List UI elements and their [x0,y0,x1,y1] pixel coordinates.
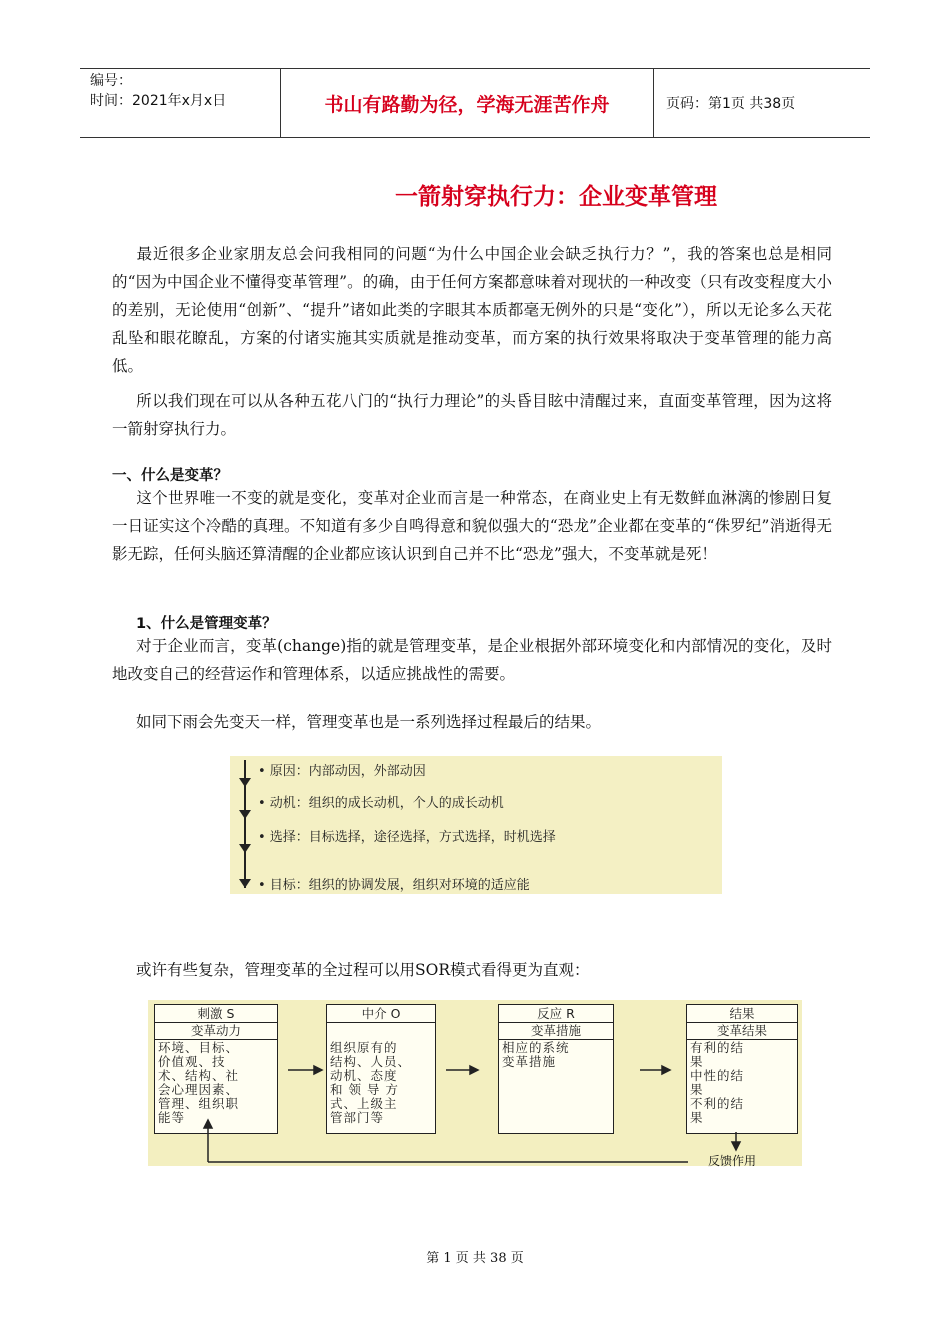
box-sub: 变革动力 [155,1023,277,1040]
up-arrow-head [204,1120,212,1128]
box-sub: 变革措施 [499,1023,613,1040]
box-body: 组织原有的 结构、人员、 动机、态度 和 领 导 方 式、上级主 管部门等 [330,1040,412,1125]
box-body: 有利的结 果 中性的结 果 不利的结 果 [690,1040,745,1125]
sor-model-figure [148,1000,802,1166]
process-row-choice: • 选择：目标选择，途径选择，方式选择，时机选择 [258,830,556,845]
header-motto: 书山有路勤为径，学海无涯苦作舟 [280,69,654,137]
down-arrow-icon [239,879,251,888]
box-head: 结果 [687,1005,797,1023]
process-row-motive: • 动机：组织的成长动机，个人的成长动机 [258,796,504,811]
down-arrow-head [732,1142,740,1150]
section-heading-2: 1、什么是管理变革？ [136,616,277,632]
down-arrow-icon [239,778,251,787]
header-table [80,68,870,138]
right-arrow-head [662,1066,670,1074]
paragraph-5: 如同下雨会先变天一样，管理变革也是一系列选择过程最后的结果。 [136,713,602,731]
paragraph-1: 最近很多企业家朋友总会问我相同的问题“为什么中国企业会缺乏执行力？”，我的答案也总是相同的“因为中国企业不懂得变革管理”。的确，由于任何方案都意味着对现状的一种改变（只有改变程度大小的差别，无论使用“创新”、“提升”诸如此类的字眼其本质都毫无例外的只是“变化”），所以无论多么天花乱坠和眼花瞭乱，方案的付诸实施其实质就是推动变革，而方案的执行效果将取决于变革管理的能力高低。 [112,245,832,375]
header-page-info: 页码：第1页 共38页 [666,96,796,112]
right-arrow-head [314,1066,322,1074]
sor-arrows [148,1000,802,1166]
change-process-figure [230,756,722,894]
right-arrow-head [470,1066,478,1074]
box-body: 环境、目标、 价值观、技 术、结构、社 会心理因素、 管理、组织职 能等 [158,1040,240,1125]
box-head: 中介 O [327,1005,435,1023]
box-sub: 变革结果 [687,1023,797,1040]
paragraph-2: 所以我们现在可以从各种五花八门的“执行力理论”的头昏目眩中清醒过来，直面变革管理，因为这将一箭射穿执行力。 [112,392,832,438]
down-arrow-icon [239,844,251,853]
process-row-cause: • 原因：内部动因，外部动因 [258,764,426,779]
process-row-goal: • 目标：组织的协调发展，组织对环境的适应能 [258,878,530,893]
box-head: 反应 R [499,1005,613,1023]
box-head: 刺激 S [155,1005,277,1023]
date-label: 时间：2021年x月x日 [90,93,227,109]
page-title: 一箭射穿执行力：企业变革管理 [395,184,717,210]
header-left-cell [80,69,290,139]
feedback-label: 反馈作用 [708,1154,757,1168]
number-label: 编号： [90,73,132,89]
section-heading-1: 一、什么是变革？ [112,468,228,484]
paragraph-4: 对于企业而言，变革(change)指的就是管理变革，是企业根据外部环境变化和内部情况的变化，及时地改变自己的经营运作和管理体系，以适应挑战性的需要。 [112,637,832,683]
box-body: 相应的系统 变革措施 [502,1040,570,1069]
paragraph-3: 这个世界唯一不变的就是变化，变革对企业而言是一种常态，在商业史上有无数鲜血淋漓的惨剧日复一日证实这个冷酷的真理。不知道有多少自鸣得意和貌似强大的“恐龙”企业都在变革的“侏罗纪”消逝得无影无踪，任何头脑还算清醒的企业都应该认识到自己并不比“恐龙”强大，不变革就是死！ [112,489,832,563]
paragraph-6: 或许有些复杂，管理变革的全过程可以用SOR模式看得更为直观： [136,961,590,979]
page-footer: 第 1 页 共 38 页 [426,1251,524,1266]
down-arrow-icon [239,810,251,819]
